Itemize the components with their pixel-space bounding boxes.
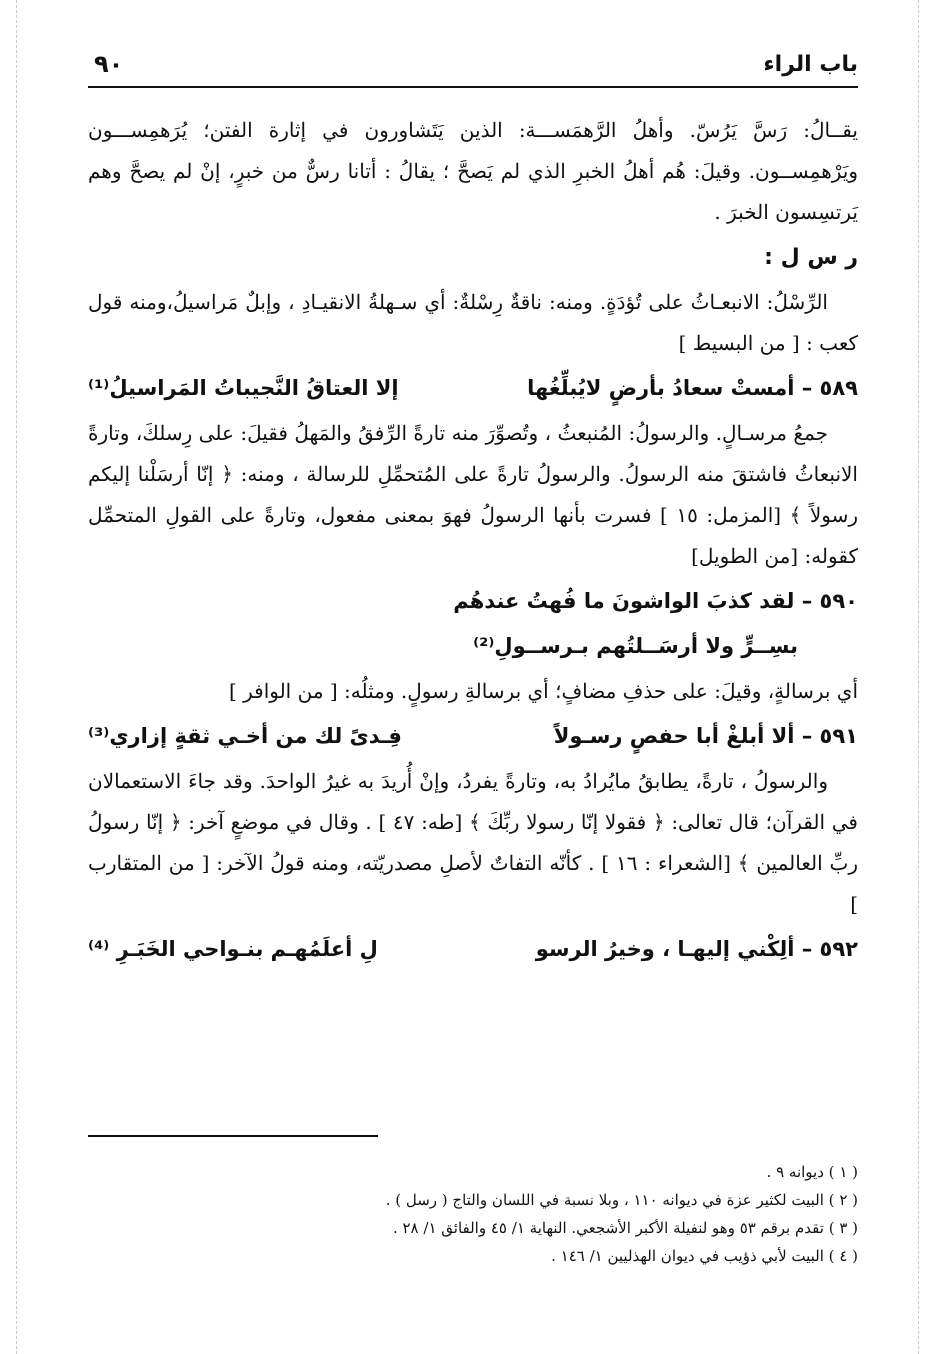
paragraph-1: يقــالُ: رَسَّ يَرُسّ. وأهلُ الرَّهمَســـة: الذين يَتَشاورون في إثارة الفتن؛ يُرَهمِســـون ويَرْهمِســون. وقيلَ: هُم أهلُ الخبرِ الذي لم يَصحَّ ؛ يقالُ : أتانا رسٌّ من خبرٍ، إنْ لم يصحَّ وهم يَرتسِسون الخبرَ . [88,118,858,224]
footnote-4: ( ٤ ) البيت لأبي ذؤيب في ديوان الهذليين ١/ ١٤٦ . [551,1247,858,1265]
footnotes [88,1158,858,1270]
verse-591-first-hemistich: ٥٩١ – ألا أبلغْ أبا حفصٍ رسـولاً [553,724,858,748]
paragraph-5: والرسولُ ، تارةً، يطابقُ مايُرادُ به، وتارةً يفردُ، وإنْ أُريدَ به غيرُ الواحدَ. وقد جاءَ الاستعمالان في القرآن؛ قال تعالى: ﴿ فقولا إنّا رسولا ربِّكَ ﴾ [طه: ٤٧ ] . وقال في موضعٍ آخر: ﴿ إنّا رسولُ ربِّ العالمين ﴾ [الشعراء : ١٦ ] . كأنّه التفاتٌ لأصلِ مصدريّته، ومنه قولُ الآخر: [ من المتقارب ] [88,769,858,916]
main-text [88,110,858,974]
paragraph-4: أي برسالةٍ، وقيلَ: على حذفِ مضافٍ؛ أي برسالةِ رسولٍ. ومثلُه: [ من الوافر ] [228,679,858,703]
verse-589-first-hemistich: ٥٨٩ – أمستْ سعادُ بأرضٍ لايُبلِّغُها [527,376,858,400]
guide-line-left [16,0,17,1354]
paragraph-2: الرِّسْلُ: الانبعـاثُ على تُؤدَةٍ. ومنه: ناقةٌ رِسْلةٌ: أي سـهلةُ الانقيـادِ ، وإبلٌ مَراسيلُ،ومنه قول كعب : [ من البسيط ] [88,290,858,355]
paragraph-3: جمعُ مرسـالٍ. والرسولُ: المُنبعثُ ، وتُصوِّرَ منه تارةً الرِّفقُ والمَهلُ فقيلَ: على رِسلكَ، وتارةً الانبعاثُ فاشتقَ منه الرسولُ. والرسولُ تارةً على المُتحمِّلِ للرسالة ، ومنه: ﴿ إنّا أرسَلْنا إليكم رسولاً ﴾ [المزمل: ١٥ ] فسرت بأنها الرسولُ فهوَ بمعنى مفعول، وتارةً على القولِ المتحمِّل كقوله: [من الطويل] [88,421,859,568]
footnote-1: ( ١ ) ديوانه ٩ . [766,1163,858,1181]
verse-590-line-1 [88,581,858,622]
footnote-2: ( ٢ ) البيت لكثير عزة في ديوانه ١١٠ ، وبلا نسبة في اللسان والتاج ( رسل ) . [385,1191,858,1209]
guide-line-right [918,0,919,1354]
verse-592-first-hemistich: ٥٩٢ – ألِكْني إليهـا ، وخيرُ الرسو [535,937,858,961]
book-page [88,38,858,1338]
verse-592 [88,929,858,970]
verse-590-second-hemistich: بسِــرٍّ ولا أرسَــلتُهم بـرســولِ⁽²⁾ [473,634,798,658]
verse-590-line-2 [88,626,858,667]
chapter-title: باب الراء [763,52,858,77]
verse-591-second-hemistich: فِـدىً لك من أخـي ثقةٍ إزاري⁽³⁾ [88,724,402,748]
verse-589-second-hemistich: إلا العتاقُ النَّجيباتُ المَراسيلُ⁽¹⁾ [88,376,399,400]
verse-591 [88,716,858,757]
footnote-separator [88,1135,378,1137]
verse-590-first-hemistich: ٥٩٠ – لقد كذبَ الواشونَ ما فُهتُ عندهُم [453,589,858,613]
verse-589 [88,368,858,409]
page-number: ٩٠ [94,50,124,78]
entry-heading: ر س ل : [764,245,858,270]
verse-592-second-hemistich: لِ أعلَمُهـم بنـواحي الخَبَـرِ ⁽⁴⁾ [88,937,378,961]
footnote-3: ( ٣ ) تقدم برقم ٥٣ وهو لنفيلة الأكبر الأشجعي. النهاية ١/ ٤٥ والفائق ١/ ٢٨ . [392,1219,858,1237]
running-header [88,46,858,88]
